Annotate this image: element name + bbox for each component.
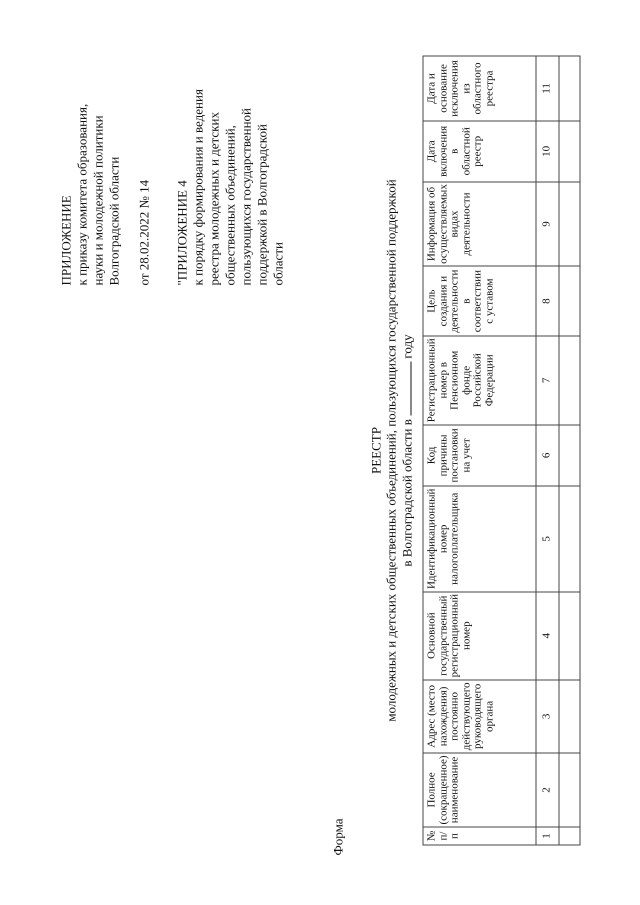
- table-cell: [559, 679, 580, 752]
- sub-appendix-title: "ПРИЛОЖЕНИЕ 4: [174, 179, 189, 285]
- table-row: [559, 56, 580, 845]
- appendix-title: ПРИЛОЖЕНИЕ: [58, 194, 73, 285]
- table-cell: [559, 181, 580, 266]
- sub-appendix-line: общественных объединений,: [222, 124, 237, 285]
- appendix-line: науки и молодежной политики: [90, 114, 105, 285]
- header-cell: Код причины постановки на учет: [423, 424, 536, 485]
- header-cell: Полное (сокращенное) наименование: [423, 752, 536, 826]
- table-cell: [559, 486, 580, 591]
- table-cell: [559, 266, 580, 336]
- sub-appendix-line: поддержкой в Волгоградской: [254, 123, 269, 285]
- column-number: 10: [536, 120, 559, 181]
- table-cell: [559, 424, 580, 485]
- column-number: 6: [536, 424, 559, 485]
- column-number: 11: [536, 56, 559, 121]
- table-cell: [559, 752, 580, 826]
- registry-year-suffix: году: [399, 333, 414, 359]
- sub-appendix-line: к порядку формирования и ведения: [190, 88, 205, 285]
- registry-subtitle: молодежных и детских общественных объединений, пользующихся государственной поддержкой: [383, 178, 398, 722]
- sub-appendix-line: реестра молодежных и детских: [206, 111, 221, 285]
- appendix-date: от 28.02.2022 № 14: [136, 179, 151, 285]
- registry-table: [422, 55, 580, 845]
- column-number: 8: [536, 266, 559, 336]
- appendix-line: к приказу комитета образования,: [74, 103, 89, 285]
- column-number: 1: [536, 826, 559, 844]
- registry-title-block: [368, 55, 414, 845]
- header-cell: № п/п: [423, 826, 536, 844]
- sub-appendix-line: пользующихся государственной: [238, 107, 253, 285]
- column-number: 4: [536, 591, 559, 679]
- table-cell: [559, 335, 580, 424]
- column-number: 3: [536, 679, 559, 752]
- header-cell: Регистрационный номер в Пенсионном фонде Российской Федерации: [423, 335, 536, 424]
- appendix-header: [58, 45, 286, 285]
- header-cell: Дата и основание исключения из областного реестра: [423, 56, 536, 121]
- sub-appendix-line: области: [270, 241, 285, 285]
- header-cell: Идентификационный номер налогоплательщика: [423, 486, 536, 591]
- column-number: 5: [536, 486, 559, 591]
- table-header-row: [423, 56, 536, 845]
- header-cell: Дата включения в областной реестр: [423, 120, 536, 181]
- form-label: Форма: [330, 818, 345, 855]
- table-cell: [559, 826, 580, 844]
- registry-title: РЕЕСТР: [368, 426, 383, 474]
- registry-year-line: [398, 55, 414, 845]
- column-number: 9: [536, 181, 559, 266]
- header-cell: Цель создания и деятельности в соответствии с уставом: [423, 266, 536, 336]
- column-number-row: [536, 56, 559, 845]
- table-cell: [559, 56, 580, 121]
- table-cell: [559, 120, 580, 181]
- registry-year-prefix: в Волгоградской области в: [399, 418, 414, 567]
- table-cell: [559, 591, 580, 679]
- header-cell: Информация об осуществляемых видах деятельности: [423, 181, 536, 266]
- column-number: 7: [536, 335, 559, 424]
- header-cell: Основной государственный регистрационный номер: [423, 591, 536, 679]
- column-number: 2: [536, 752, 559, 826]
- header-cell: Адрес (место нахождения) постоянно действующего руководящего органа: [423, 679, 536, 752]
- year-blank: [398, 361, 411, 415]
- appendix-line: Волгоградской области: [106, 156, 121, 285]
